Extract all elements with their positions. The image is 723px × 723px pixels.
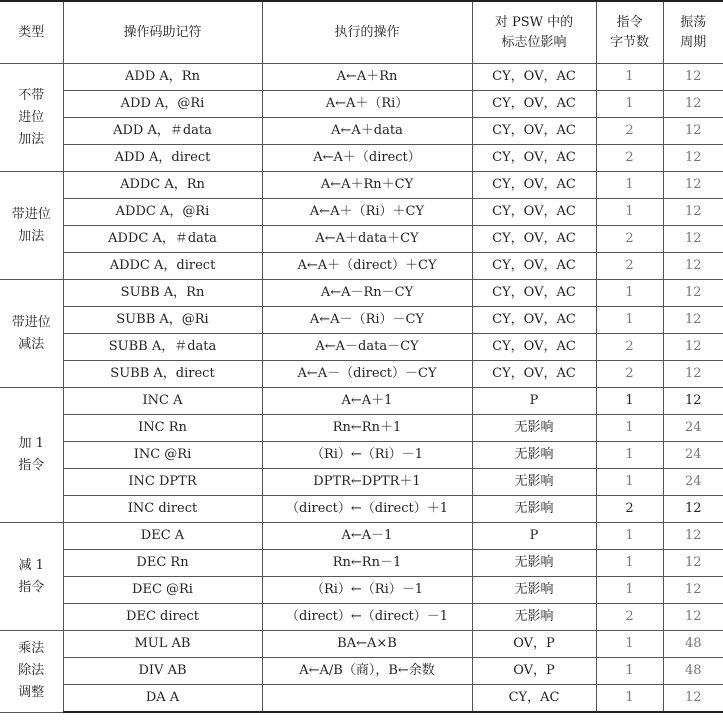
- flags-cell: CY，OV，AC: [472, 307, 596, 334]
- header-mnemonic: 操作码助记符: [63, 1, 262, 64]
- operation-cell: A←A/B（商），B←余数: [262, 658, 472, 685]
- mnemonic-cell: DIV AB: [63, 658, 262, 685]
- table-row: [0, 226, 723, 253]
- flags-cell: CY，OV，AC: [472, 172, 596, 199]
- bytes-cell: 1: [596, 91, 663, 118]
- mnemonic-cell: ADDC A，Rn: [63, 172, 262, 199]
- operation-cell: A←A－（direct）－CY: [262, 361, 472, 388]
- bytes-cell: 2: [596, 361, 663, 388]
- operation-cell: DPTR←DPTR＋1: [262, 469, 472, 496]
- bytes-cell: 1: [596, 442, 663, 469]
- operation-cell: A←A＋Rn＋CY: [262, 172, 472, 199]
- table-row: [0, 388, 723, 415]
- cycles-cell: 12: [663, 253, 723, 280]
- mnemonic-cell: DEC @Ri: [63, 577, 262, 604]
- mnemonic-cell: SUBB A，@Ri: [63, 307, 262, 334]
- flags-cell: 无影响: [472, 496, 596, 523]
- operation-cell: （Ri）←（Ri）－1: [262, 442, 472, 469]
- header-cycles: 振荡 周期: [663, 1, 723, 64]
- cycles-cell: 48: [663, 631, 723, 658]
- bytes-cell: 2: [596, 253, 663, 280]
- cycles-cell: 12: [663, 145, 723, 172]
- operation-cell: （Ri）←（Ri）－1: [262, 577, 472, 604]
- bytes-cell: 2: [596, 604, 663, 631]
- bytes-cell: 1: [596, 172, 663, 199]
- table-row: [0, 469, 723, 496]
- cycles-cell: 12: [663, 577, 723, 604]
- bytes-cell: 1: [596, 658, 663, 685]
- operation-cell: A←A＋Rn: [262, 64, 472, 91]
- mnemonic-cell: SUBB A，＃data: [63, 334, 262, 361]
- category-cell: 带进位 加法: [0, 172, 63, 280]
- cycles-cell: 12: [663, 226, 723, 253]
- mnemonic-cell: DEC Rn: [63, 550, 262, 577]
- bytes-cell: 1: [596, 280, 663, 307]
- cycles-cell: 12: [663, 361, 723, 388]
- bytes-cell: 2: [596, 226, 663, 253]
- mnemonic-cell: INC Rn: [63, 415, 262, 442]
- flags-cell: P: [472, 388, 596, 415]
- header-type: 类型: [0, 1, 63, 64]
- mnemonic-cell: DEC A: [63, 523, 262, 550]
- header-flags: 对 PSW 中的 标志位影响: [472, 1, 596, 64]
- flags-cell: 无影响: [472, 469, 596, 496]
- operation-cell: A←A＋（Ri）＋CY: [262, 199, 472, 226]
- mnemonic-cell: ADDC A，direct: [63, 253, 262, 280]
- table-row: [0, 631, 723, 658]
- cycles-cell: 12: [663, 280, 723, 307]
- bytes-cell: 1: [596, 685, 663, 713]
- mnemonic-cell: ADDC A，@Ri: [63, 199, 262, 226]
- mnemonic-cell: ADD A，＃data: [63, 118, 262, 145]
- mnemonic-cell: SUBB A，Rn: [63, 280, 262, 307]
- table-row: [0, 91, 723, 118]
- bytes-cell: 1: [596, 550, 663, 577]
- bytes-cell: 1: [596, 631, 663, 658]
- header-row: [0, 1, 723, 64]
- category-cell: 减 1 指令: [0, 523, 63, 631]
- flags-cell: CY，OV，AC: [472, 118, 596, 145]
- flags-cell: P: [472, 523, 596, 550]
- cycles-cell: 12: [663, 118, 723, 145]
- flags-cell: CY，OV，AC: [472, 199, 596, 226]
- flags-cell: CY，OV，AC: [472, 226, 596, 253]
- bytes-cell: 2: [596, 496, 663, 523]
- operation-cell: A←A＋（direct）: [262, 145, 472, 172]
- bytes-cell: 1: [596, 469, 663, 496]
- mnemonic-cell: ADD A，Rn: [63, 64, 262, 91]
- table-row: [0, 280, 723, 307]
- operation-cell: A←A－data－CY: [262, 334, 472, 361]
- table-row: [0, 658, 723, 685]
- flags-cell: CY，OV，AC: [472, 64, 596, 91]
- category-cell: 加 1 指令: [0, 388, 63, 523]
- table-row: [0, 577, 723, 604]
- cycles-cell: 24: [663, 469, 723, 496]
- operation-cell: A←A＋1: [262, 388, 472, 415]
- cycles-cell: 12: [663, 496, 723, 523]
- bytes-cell: 1: [596, 577, 663, 604]
- table-row: [0, 199, 723, 226]
- mnemonic-cell: INC @Ri: [63, 442, 262, 469]
- mnemonic-cell: INC A: [63, 388, 262, 415]
- flags-cell: CY，AC: [472, 685, 596, 713]
- table-row: [0, 172, 723, 199]
- flags-cell: 无影响: [472, 604, 596, 631]
- mnemonic-cell: INC direct: [63, 496, 262, 523]
- cycles-cell: 48: [663, 658, 723, 685]
- header-operation: 执行的操作: [262, 1, 472, 64]
- cycles-cell: 12: [663, 685, 723, 713]
- flags-cell: 无影响: [472, 577, 596, 604]
- flags-cell: CY，OV，AC: [472, 361, 596, 388]
- cycles-cell: 12: [663, 388, 723, 415]
- operation-cell: （direct）←（direct）＋1: [262, 496, 472, 523]
- flags-cell: CY，OV，AC: [472, 145, 596, 172]
- category-cell: 不带 进位 加法: [0, 64, 63, 172]
- operation-cell: A←A＋data＋CY: [262, 226, 472, 253]
- mnemonic-cell: INC DPTR: [63, 469, 262, 496]
- mnemonic-cell: DEC direct: [63, 604, 262, 631]
- bytes-cell: 1: [596, 388, 663, 415]
- bytes-cell: 2: [596, 118, 663, 145]
- table-row: [0, 523, 723, 550]
- operation-cell: A←A－（Ri）－CY: [262, 307, 472, 334]
- cycles-cell: 12: [663, 334, 723, 361]
- table-row: [0, 415, 723, 442]
- mnemonic-cell: ADD A，@Ri: [63, 91, 262, 118]
- table-row: [0, 496, 723, 523]
- flags-cell: 无影响: [472, 415, 596, 442]
- table-row: [0, 64, 723, 91]
- cycles-cell: 12: [663, 604, 723, 631]
- operation-cell: A←A－Rn－CY: [262, 280, 472, 307]
- operation-cell: A←A－1: [262, 523, 472, 550]
- flags-cell: CY，OV，AC: [472, 253, 596, 280]
- bytes-cell: 1: [596, 415, 663, 442]
- bytes-cell: 2: [596, 334, 663, 361]
- header-bytes: 指令 字节数: [596, 1, 663, 64]
- mnemonic-cell: DA A: [63, 685, 262, 713]
- table-row: [0, 145, 723, 172]
- flags-cell: CY，OV，AC: [472, 334, 596, 361]
- table-row: [0, 550, 723, 577]
- cycles-cell: 24: [663, 442, 723, 469]
- mnemonic-cell: SUBB A，direct: [63, 361, 262, 388]
- cycles-cell: 12: [663, 523, 723, 550]
- bytes-cell: 1: [596, 64, 663, 91]
- operation-cell: Rn←Rn－1: [262, 550, 472, 577]
- flags-cell: OV，P: [472, 631, 596, 658]
- table-row: [0, 361, 723, 388]
- operation-cell: [262, 685, 472, 713]
- mnemonic-cell: ADDC A，＃data: [63, 226, 262, 253]
- flags-cell: 无影响: [472, 442, 596, 469]
- mnemonic-cell: ADD A，direct: [63, 145, 262, 172]
- category-cell: 乘法 除法 调整: [0, 631, 63, 713]
- table-row: [0, 334, 723, 361]
- table-row: [0, 442, 723, 469]
- operation-cell: A←A＋（direct）＋CY: [262, 253, 472, 280]
- cycles-cell: 12: [663, 91, 723, 118]
- bytes-cell: 1: [596, 307, 663, 334]
- table-row: [0, 253, 723, 280]
- table-row: [0, 685, 723, 713]
- bytes-cell: 1: [596, 523, 663, 550]
- flags-cell: 无影响: [472, 550, 596, 577]
- cycles-cell: 12: [663, 199, 723, 226]
- operation-cell: （direct）←（direct）－1: [262, 604, 472, 631]
- cycles-cell: 12: [663, 550, 723, 577]
- operation-cell: A←A＋data: [262, 118, 472, 145]
- mnemonic-cell: MUL AB: [63, 631, 262, 658]
- flags-cell: OV，P: [472, 658, 596, 685]
- operation-cell: Rn←Rn＋1: [262, 415, 472, 442]
- category-cell: 带进位 减法: [0, 280, 63, 388]
- bytes-cell: 2: [596, 145, 663, 172]
- cycles-cell: 24: [663, 415, 723, 442]
- table-row: [0, 307, 723, 334]
- table-row: [0, 604, 723, 631]
- operation-cell: A←A＋（Ri）: [262, 91, 472, 118]
- cycles-cell: 12: [663, 64, 723, 91]
- cycles-cell: 12: [663, 172, 723, 199]
- table-row: [0, 118, 723, 145]
- bytes-cell: 1: [596, 199, 663, 226]
- flags-cell: CY，OV，AC: [472, 91, 596, 118]
- cycles-cell: 12: [663, 307, 723, 334]
- operation-cell: BA←A×B: [262, 631, 472, 658]
- flags-cell: CY，OV，AC: [472, 280, 596, 307]
